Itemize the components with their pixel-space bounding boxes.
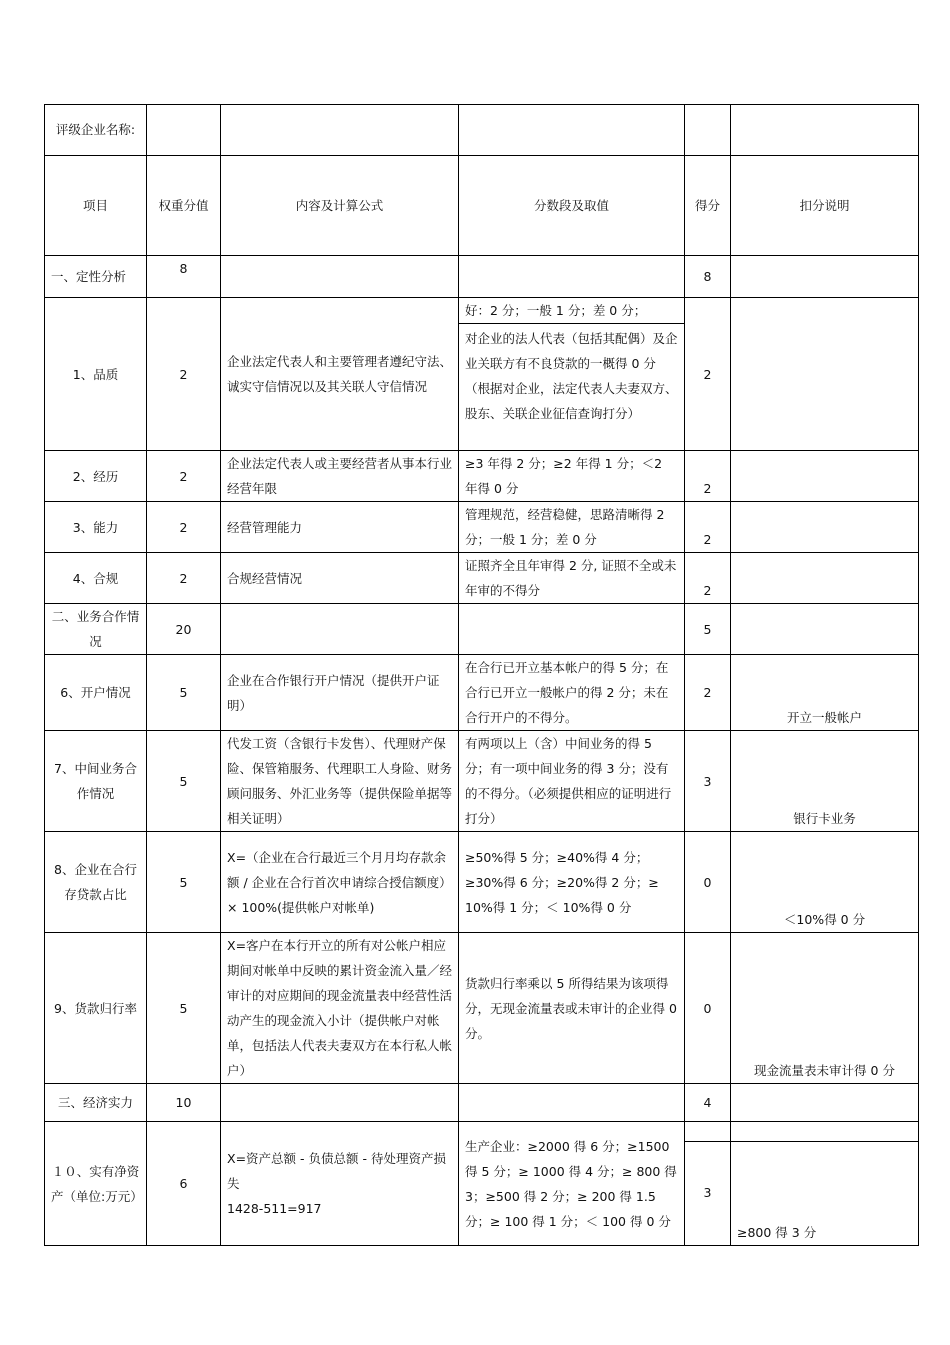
row-note: ≥800 得 3 分 (731, 1122, 919, 1246)
row-content (221, 256, 459, 298)
empty-cell (459, 105, 685, 156)
row-ranges: 在合行已开立基本帐户的得 5 分；在合行已开立一般帐户的得 2 分；未在合行开户的不得分。 (459, 655, 685, 731)
row-score: 5 (685, 604, 731, 655)
row-ranges: 货款归行率乘以 5 所得结果为该项得分，无现金流量表或未审计的企业得 0 分。 (459, 933, 685, 1084)
row-item: 9、货款归行率 (45, 933, 147, 1084)
table-row (45, 933, 919, 1084)
row-weight: 5 (147, 933, 221, 1084)
empty-cell (221, 105, 459, 156)
col-header-note: 扣分说明 (731, 156, 919, 256)
row-item: 7、中间业务合作情况 (45, 731, 147, 832)
row-weight: 20 (147, 604, 221, 655)
row-ranges (459, 256, 685, 298)
row-note (731, 256, 919, 298)
row-note (731, 1084, 919, 1122)
row-content: 合规经营情况 (221, 553, 459, 604)
row-score: 2 (685, 298, 731, 451)
row-content: 企业法定代表人和主要管理者遵纪守法、诚实守信情况以及其关联人守信情况 (221, 298, 459, 451)
row-weight: 2 (147, 502, 221, 553)
row-score: 2 (685, 451, 731, 502)
rating-table (44, 104, 919, 1246)
column-header-row (45, 156, 919, 256)
row-content: 经营管理能力 (221, 502, 459, 553)
row-item: 一、定性分析 (45, 256, 147, 298)
score-cell-divider (684, 1141, 918, 1142)
row-score: 0 (685, 933, 731, 1084)
empty-cell (731, 105, 919, 156)
row-item: 二、业务合作情况 (45, 604, 147, 655)
table-row (45, 731, 919, 832)
row-score: 2 (685, 502, 731, 553)
row-content: X=（企业在合行最近三个月月均存款余额 / 企业在合行首次申请综合授信额度）× 100%(提供帐户对帐单) (221, 832, 459, 933)
row-item: 6、开户情况 (45, 655, 147, 731)
row-item: 3、能力 (45, 502, 147, 553)
row-ranges: ≥3 年得 2 分；≥2 年得 1 分；＜2 年得 0 分 (459, 451, 685, 502)
col-header-score: 得分 (685, 156, 731, 256)
row-weight: 5 (147, 655, 221, 731)
row-weight: 6 (147, 1122, 221, 1246)
row-ranges: 证照齐全且年审得 2 分, 证照不全或未年审的不得分 (459, 553, 685, 604)
row-weight: 2 (147, 553, 221, 604)
row-weight: 2 (147, 298, 221, 451)
empty-cell (685, 105, 731, 156)
row-score-value: 3 (703, 1185, 712, 1200)
row-weight: 5 (147, 832, 221, 933)
row-weight: 2 (147, 451, 221, 502)
row-content (221, 604, 459, 655)
row-note (731, 553, 919, 604)
row-ranges: 管理规范，经营稳健，思路清晰得 2 分；一般 1 分；差 0 分 (459, 502, 685, 553)
row-content: 代发工资（含银行卡发售）、代理财产保险、保管箱服务、代理职工人身险、财务顾问服务、外汇业务等（提供保险单据等相关证明） (221, 731, 459, 832)
row-ranges: ≥50%得 5 分；≥40%得 4 分；≥30%得 6 分；≥20%得 2 分；≥ 10%得 1 分；＜ 10%得 0 分 (459, 832, 685, 933)
row-ranges: 生产企业：≥2000 得 6 分；≥1500 得 5 分；≥ 1000 得 4 分；≥ 800 得 3；≥500 得 2 分；≥ 200 得 1.5 分；≥ 100 得 1 分；＜ 100 得 0 分 (459, 1122, 685, 1246)
table-row (45, 604, 919, 655)
row-weight: 5 (147, 731, 221, 832)
row-content: X=资产总额 - 负债总额 - 待处理资产损失 (227, 1151, 446, 1191)
row-item: 1、品质 (45, 298, 147, 451)
table-row (45, 451, 919, 502)
row-item: 4、合规 (45, 553, 147, 604)
row-score: 2 (685, 553, 731, 604)
table-row (45, 1084, 919, 1122)
row-ranges-cell (459, 298, 685, 451)
row-score: 8 (685, 256, 731, 298)
company-name-label: 评级企业名称: (45, 105, 147, 156)
row-note: 开立一般帐户 (731, 655, 919, 731)
row-ranges (459, 1084, 685, 1122)
row-note (731, 451, 919, 502)
row-item: １０、实有净资产（单位:万元） (45, 1122, 147, 1246)
col-header-item: 项目 (45, 156, 147, 256)
row-score: 3 (685, 731, 731, 832)
row-score: 4 (685, 1084, 731, 1122)
row-item: 三、经济实力 (45, 1084, 147, 1122)
table-row (45, 832, 919, 933)
row-score: 2 (685, 655, 731, 731)
row-content-calc: 1428-511=917 (227, 1201, 322, 1216)
row-note (731, 604, 919, 655)
row-content: 企业在合作银行开户情况（提供开户证明） (221, 655, 459, 731)
row-ranges: 有两项以上（含）中间业务的得 5 分；有一项中间业务的得 3 分；没有的不得分。（必须提供相应的证明进行打分） (459, 731, 685, 832)
row-note (731, 298, 919, 451)
row-note: ＜10%得 0 分 (731, 832, 919, 933)
row-content-cell (221, 1122, 459, 1246)
row-note (731, 502, 919, 553)
col-header-weight: 权重分值 (147, 156, 221, 256)
company-name-row (45, 105, 919, 156)
row-item: 8、企业在合行存贷款占比 (45, 832, 147, 933)
row-content: X=客户在本行开立的所有对公帐户相应期间对帐单中反映的累计资金流入量／经审计的对应期间的现金流量表中经营性活动产生的现金流入小计（提供帐户对帐单，包括法人代表夫妻双方在本行私人帐户） (221, 933, 459, 1084)
col-header-ranges: 分数段及取值 (459, 156, 685, 256)
row-ranges (459, 604, 685, 655)
row-note: 现金流量表未审计得 0 分 (731, 933, 919, 1084)
row-item: 2、经历 (45, 451, 147, 502)
col-header-content: 内容及计算公式 (221, 156, 459, 256)
row-content (221, 1084, 459, 1122)
row-score: 0 (685, 832, 731, 933)
table-row (45, 655, 919, 731)
table-row (45, 256, 919, 298)
row-note: 银行卡业务 (731, 731, 919, 832)
table-row (45, 502, 919, 553)
row-content: 企业法定代表人或主要经营者从事本行业经营年限 (221, 451, 459, 502)
company-name-value[interactable] (147, 105, 221, 156)
row-ranges-first: 好：2 分；一般 1 分；差 0 分； (459, 298, 684, 324)
table-row (45, 298, 919, 451)
row-weight: 8 (147, 256, 221, 298)
row-weight: 10 (147, 1084, 221, 1122)
table-row (45, 553, 919, 604)
row-ranges: 对企业的法人代表（包括其配偶）及企业关联方有不良贷款的一概得 0 分（根据对企业，法定代表人夫妻双方、股东、关联企业征信查询打分） (465, 331, 678, 421)
